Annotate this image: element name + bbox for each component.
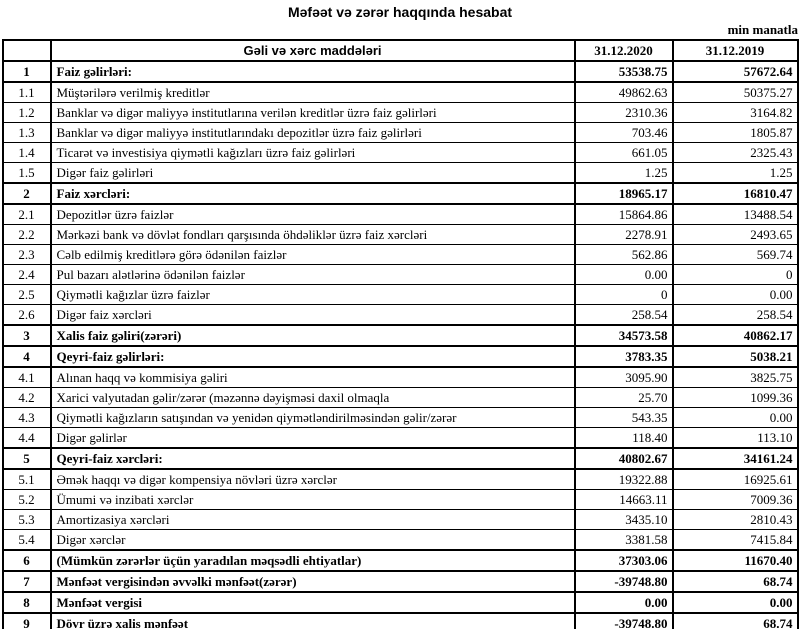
table-row [3,613,798,629]
table-row [3,61,798,82]
row-label: Dövr üzrə xalis mənfəət [51,613,575,629]
row-value-2019: 5038.21 [673,346,798,367]
row-value-2020: 0.00 [575,265,673,285]
row-value-2020: 258.54 [575,305,673,326]
header-number-col [3,40,51,61]
row-number: 5 [3,448,51,469]
row-number: 3 [3,325,51,346]
table-header [3,40,798,61]
row-value-2020: 2278.91 [575,225,673,245]
table-row [3,428,798,449]
table-row [3,367,798,388]
row-label: Qiymətli kağızlar üzrə faizlər [51,285,575,305]
table-row [3,225,798,245]
row-label: Faiz xərcləri: [51,183,575,204]
row-number: 9 [3,613,51,629]
row-value-2020: -39748.80 [575,571,673,592]
row-label: Digər faiz xərcləri [51,305,575,326]
row-value-2019: 7415.84 [673,530,798,551]
row-value-2019: 3825.75 [673,367,798,388]
row-number: 4.2 [3,388,51,408]
row-value-2019: 2810.43 [673,510,798,530]
table-row [3,82,798,103]
table-row [3,163,798,184]
row-label: Faiz gəlirləri: [51,61,575,82]
row-value-2019: 1099.36 [673,388,798,408]
row-number: 2.1 [3,204,51,225]
row-value-2019: 11670.40 [673,550,798,571]
table-row [3,285,798,305]
row-value-2019: 0.00 [673,285,798,305]
table-row [3,388,798,408]
row-label: Qiymətli kağızların satışından və yenidən qiymətləndirilməsindən gəlir/zərər [51,408,575,428]
row-value-2020: 15864.86 [575,204,673,225]
row-label: Banklar və digər maliyyə institutlarındakı depozitlər üzrə faiz gəlirləri [51,123,575,143]
row-number: 4 [3,346,51,367]
row-value-2020: 661.05 [575,143,673,163]
report-title: Məfəət və zərər haqqında hesabat [287,4,513,20]
income-statement-table [2,39,799,629]
row-value-2020: 40802.67 [575,448,673,469]
row-value-2020: 14663.11 [575,490,673,510]
row-value-2019: 16810.47 [673,183,798,204]
row-value-2019: 3164.82 [673,103,798,123]
row-number: 5.4 [3,530,51,551]
row-number: 2.6 [3,305,51,326]
table-row [3,571,798,592]
row-label: Ümumi və inzibati xərclər [51,490,575,510]
row-number: 2 [3,183,51,204]
table-row [3,408,798,428]
row-label: Digər gəlirlər [51,428,575,449]
row-number: 1.2 [3,103,51,123]
row-value-2019: 1.25 [673,163,798,184]
row-label: Xalis faiz gəliri(zərəri) [51,325,575,346]
row-label: Depozitlər üzrə faizlər [51,204,575,225]
header-items-label: Gəli və xərc maddələri [51,40,575,61]
row-label: Qeyri-faiz gəlirləri: [51,346,575,367]
row-value-2020: 34573.58 [575,325,673,346]
row-number: 5.1 [3,469,51,490]
row-number: 2.4 [3,265,51,285]
row-value-2020: 18965.17 [575,183,673,204]
row-number: 1.5 [3,163,51,184]
row-number: 6 [3,550,51,571]
table-body [3,61,798,629]
row-value-2019: 40862.17 [673,325,798,346]
row-number: 8 [3,592,51,613]
row-value-2020: 49862.63 [575,82,673,103]
table-row [3,469,798,490]
header-col-2020: 31.12.2020 [575,40,673,61]
row-label: Xarici valyutadan gəlir/zərər (məzənnə dəyişməsi daxil olmaqla [51,388,575,408]
row-value-2020: 1.25 [575,163,673,184]
row-number: 2.2 [3,225,51,245]
row-label: Digər xərclər [51,530,575,551]
row-number: 7 [3,571,51,592]
row-value-2019: 0 [673,265,798,285]
table-header-row [3,40,798,61]
row-label: Digər faiz gəlirləri [51,163,575,184]
row-value-2020: 3381.58 [575,530,673,551]
row-label: Alınan haqq və kommisiya gəliri [51,367,575,388]
row-value-2020: 2310.36 [575,103,673,123]
row-number: 2.5 [3,285,51,305]
row-label: Amortizasiya xərcləri [51,510,575,530]
table-row [3,265,798,285]
row-value-2019: 68.74 [673,613,798,629]
row-value-2020: 118.40 [575,428,673,449]
table-row [3,448,798,469]
row-number: 1 [3,61,51,82]
row-value-2019: 50375.27 [673,82,798,103]
table-row [3,530,798,551]
row-label: Müştərilərə verilmiş kreditlər [51,82,575,103]
row-number: 4.1 [3,367,51,388]
row-number: 2.3 [3,245,51,265]
row-value-2019: 68.74 [673,571,798,592]
table-row [3,550,798,571]
row-label: Mərkəzi bank və dövlət fondları qarşısında öhdəliklər üzrə faiz xərcləri [51,225,575,245]
row-number: 4.4 [3,428,51,449]
row-label: Mənfəət vergisindən əvvəlki mənfəət(zərər) [51,571,575,592]
row-value-2020: 562.86 [575,245,673,265]
row-value-2020: -39748.80 [575,613,673,629]
table-row [3,346,798,367]
row-value-2019: 16925.61 [673,469,798,490]
row-label: Banklar və digər maliyyə institutlarına verilən kreditlər üzrə faiz gəlirləri [51,103,575,123]
table-row [3,123,798,143]
row-value-2019: 57672.64 [673,61,798,82]
table-row [3,490,798,510]
row-value-2020: 3435.10 [575,510,673,530]
row-number: 1.4 [3,143,51,163]
row-label: (Mümkün zərərlər üçün yaradılan məqsədli ehtiyatlar) [51,550,575,571]
table-row [3,245,798,265]
row-value-2019: 258.54 [673,305,798,326]
row-value-2020: 53538.75 [575,61,673,82]
table-row [3,183,798,204]
row-label: Qeyri-faiz xərcləri: [51,448,575,469]
row-label: Cəlb edilmiş kreditlərə görə ödənilən faizlər [51,245,575,265]
row-value-2020: 3095.90 [575,367,673,388]
table-row [3,143,798,163]
row-value-2019: 7009.36 [673,490,798,510]
row-value-2019: 34161.24 [673,448,798,469]
row-label: Mənfəət vergisi [51,592,575,613]
table-row [3,305,798,326]
row-value-2019: 0.00 [673,408,798,428]
row-value-2020: 25.70 [575,388,673,408]
row-value-2019: 113.10 [673,428,798,449]
row-value-2020: 3783.35 [575,346,673,367]
row-value-2020: 19322.88 [575,469,673,490]
row-value-2020: 37303.06 [575,550,673,571]
row-value-2019: 0.00 [673,592,798,613]
table-row [3,510,798,530]
table-row [3,103,798,123]
row-number: 1.1 [3,82,51,103]
row-number: 4.3 [3,408,51,428]
row-value-2019: 569.74 [673,245,798,265]
row-value-2019: 2325.43 [673,143,798,163]
header-col-2019: 31.12.2019 [673,40,798,61]
row-value-2019: 2493.65 [673,225,798,245]
unit-note: min manatla [727,22,798,37]
table-row [3,204,798,225]
table-row [3,325,798,346]
row-number: 1.3 [3,123,51,143]
row-number: 5.3 [3,510,51,530]
row-value-2020: 0.00 [575,592,673,613]
row-label: Əmək haqqı və digər kompensiya növləri üzrə xərclər [51,469,575,490]
row-value-2020: 703.46 [575,123,673,143]
row-value-2019: 13488.54 [673,204,798,225]
row-value-2019: 1805.87 [673,123,798,143]
row-label: Pul bazarı alətlərinə ödənilən faizlər [51,265,575,285]
row-value-2020: 543.35 [575,408,673,428]
row-number: 5.2 [3,490,51,510]
table-row [3,592,798,613]
row-label: Ticarət və investisiya qiymətli kağızları üzrə faiz gəlirləri [51,143,575,163]
row-value-2020: 0 [575,285,673,305]
